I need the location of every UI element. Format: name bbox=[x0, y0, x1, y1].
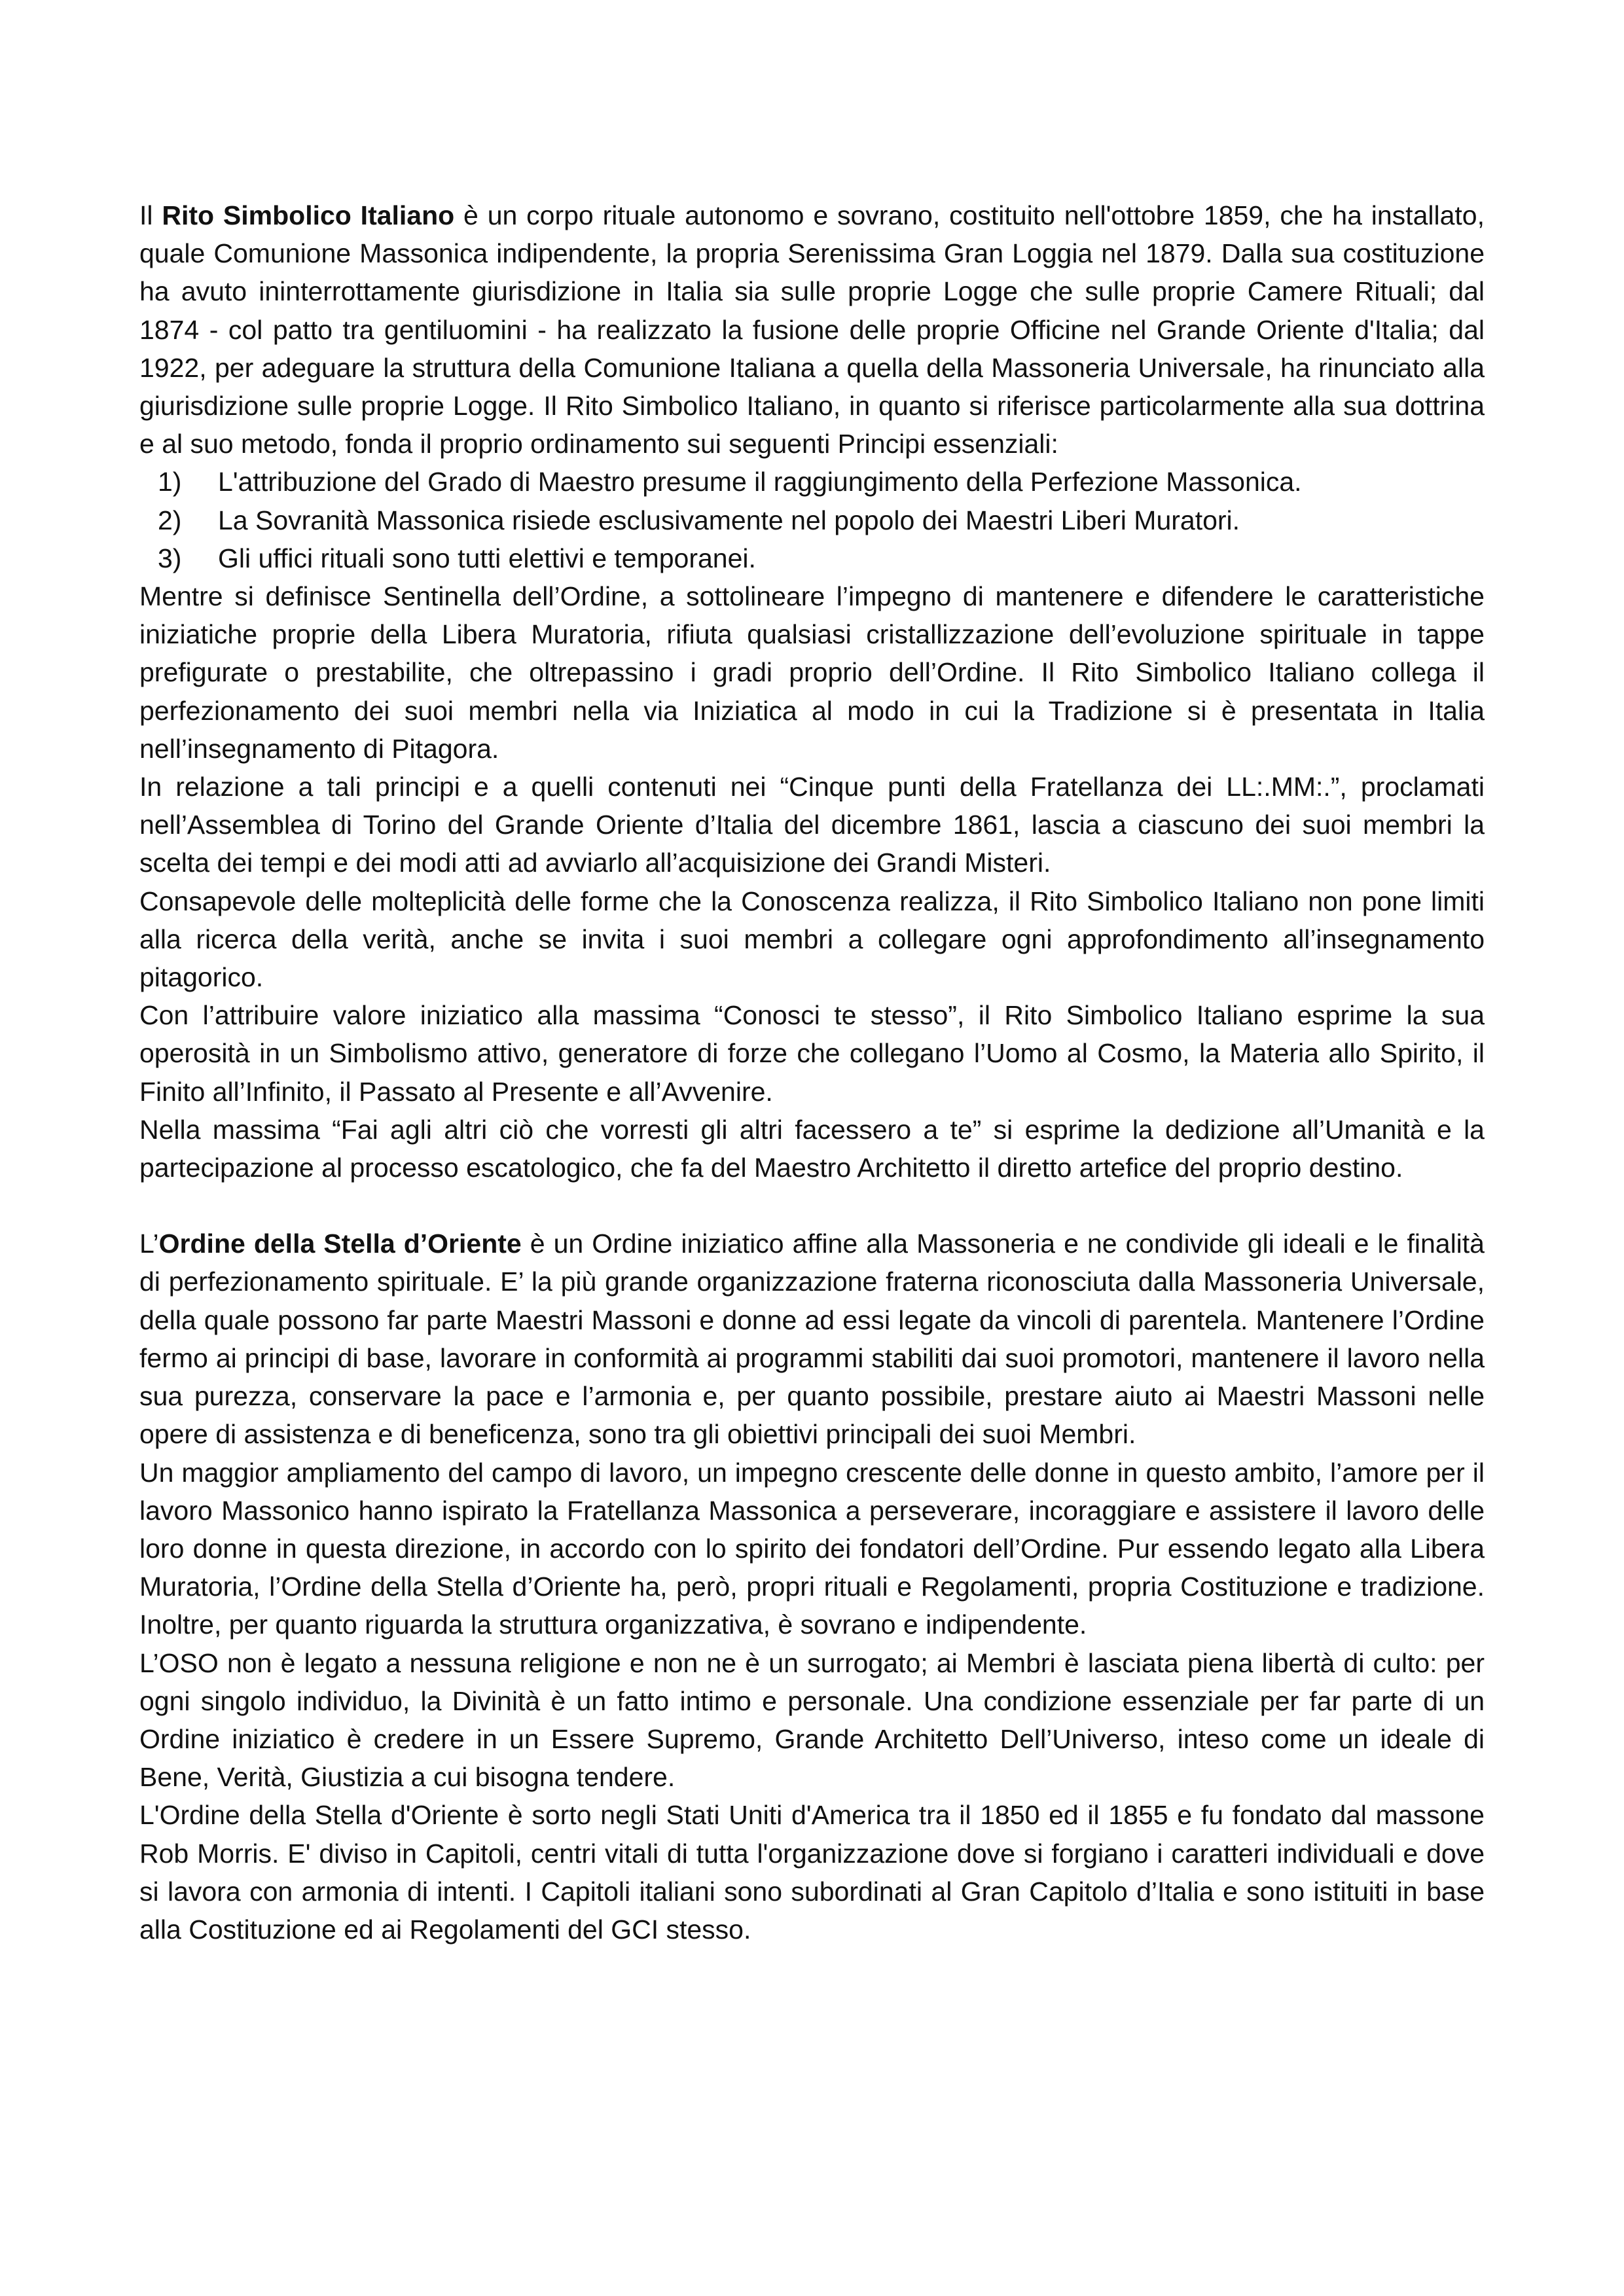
principle-item bbox=[139, 463, 1485, 501]
oso-paragraph-religione: L’OSO non è legato a nessuna religione e non ne è un surrogato; ai Membri è lasciata piena libertà di culto: per ogni singolo individuo, la Divinità è un fatto intimo e personale. Una condizione essenziale per far parte di un Ordine iniziatico è credere in un Essere Supremo, Grande Architetto Dell’Universo, inteso come un ideale di Bene, Verità, Giustizia a cui bisogna tendere. bbox=[139, 1647, 1485, 1793]
rito-intro-paragraph bbox=[139, 196, 1485, 463]
oso-intro-paragraph bbox=[139, 1225, 1485, 1453]
principle-text: La Sovranità Massonica risiede esclusivamente nel popolo dei Maestri Liberi Muratori. bbox=[218, 505, 1240, 535]
oso-paragraph-ampliamento: Un maggior ampliamento del campo di lavoro, un impegno crescente delle donne in questo ambito, l’amore per il lavoro Massonico hanno ispirato la Fratellanza Massonica a perseverare, incoraggiare e assistere il lavoro delle loro donne in questa direzione, in accordo con lo spirito dei fondatori dell’Ordine. Pur essendo legato alla Libera Muratoria, l’Ordine della Stella d’Oriente ha, però, propri rituali e Regolamenti, propria Costituzione e tradizione. Inoltre, per quanto riguarda la struttura organizzativa, è sovrano e indipendente. bbox=[139, 1457, 1485, 1640]
document-page bbox=[139, 196, 1485, 1948]
oso-intro-prefix: L’ bbox=[139, 1229, 159, 1259]
rito-paragraph-sentinella: Mentre si definisce Sentinella dell’Ordine, a sottolineare l’impegno di mantenere e difendere le caratteristiche iniziatiche proprie della Libera Muratoria, rifiuta qualsiasi cristallizzazione dell’evoluzione spirituale in tappe prefigurate o prestabilite, che oltrepassino i gradi proprio dell’Ordine. Il Rito Simbolico Italiano collega il perfezionamento dei suoi membri nella via Iniziatica al modo in cui la Tradizione si è presentata in Italia nell’insegnamento di Pitagora. bbox=[139, 581, 1485, 764]
principle-number: 3) bbox=[158, 543, 182, 573]
principle-item bbox=[139, 501, 1485, 539]
principle-number: 1) bbox=[158, 467, 182, 497]
rito-paragraph-conosci-te-stesso: Con l’attribuire valore iniziatico alla massima “Conosci te stesso”, il Rito Simbolico Italiano esprime la sua operosità in un Simbolismo attivo, generatore di forze che collegano l’Uomo al Cosmo, la Materia allo Spirito, il Finito all’Infinito, il Passato al Presente e all’Avvenire. bbox=[139, 1000, 1485, 1107]
principle-number: 2) bbox=[158, 505, 182, 535]
oso-paragraph-storia: L'Ordine della Stella d'Oriente è sorto negli Stati Uniti d'America tra il 1850 ed il 1855 e fu fondato dal massone Rob Morris. E' diviso in Capitoli, centri vitali di tutta l'organizzazione dove si forgiano i caratteri individuali e dove si lavora con armonia di intenti. I Capitoli italiani sono subordinati al Gran Capitolo d’Italia e sono istituiti in base alla Costituzione ed ai Regolamenti del GCI stesso. bbox=[139, 1800, 1485, 1945]
rito-paragraph-fai-agli-altri: Nella massima “Fai agli altri ciò che vorresti gli altri facessero a te” si esprime la dedizione all’Umanità e la partecipazione al processo escatologico, che fa del Maestro Architetto il diretto artefice del proprio destino. bbox=[139, 1114, 1485, 1183]
oso-intro-bold-term: Ordine della Stella d’Oriente bbox=[158, 1229, 522, 1259]
oso-intro-text: è un Ordine iniziatico affine alla Massoneria e ne condivide gli ideali e le finalità di perfezionamento spirituale. E’ la più grande organizzazione fraterna riconosciuta dalla Massoneria Universale, della quale possono far parte Maestri Massoni e donne ad essi legate da vincoli di parentela. Mantenere l’Ordine fermo ai principi di base, lavorare in conformità ai programmi stabiliti dai suoi promotori, mantenere il lavoro nella sua purezza, conservare la pace e l’armonia e, per quanto possibile, prestare aiuto ai Maestri Massoni nelle opere di assistenza e di beneficenza, sono tra gli obiettivi principali dei suoi Membri. bbox=[139, 1229, 1485, 1450]
rito-paragraph-cinque-punti: In relazione a tali principi e a quelli contenuti nei “Cinque punti della Fratellanza dei LL:.MM:.”, proclamati nell’Assemblea di Torino del Grande Oriente d’Italia del dicembre 1861, lascia a ciascuno dei suoi membri la scelta dei tempi e dei modi atti ad avviarlo all’acquisizione dei Grandi Misteri. bbox=[139, 772, 1485, 878]
principles-list bbox=[139, 463, 1485, 577]
rito-paragraph-conoscenza: Consapevole delle molteplicità delle forme che la Conoscenza realizza, il Rito Simbolico Italiano non pone limiti alla ricerca della verità, anche se invita i suoi membri a collegare ogni approfondimento all’insegnamento pitagorico. bbox=[139, 886, 1485, 993]
rito-intro-prefix: Il bbox=[139, 200, 162, 230]
section-spacer bbox=[139, 1187, 1485, 1225]
section-rito-simbolico bbox=[139, 196, 1485, 1187]
principle-item bbox=[139, 539, 1485, 577]
principle-text: L'attribuzione del Grado di Maestro presume il raggiungimento della Perfezione Massonica. bbox=[218, 467, 1302, 497]
rito-intro-text: è un corpo rituale autonomo e sovrano, costituito nell'ottobre 1859, che ha installato, quale Comunione Massonica indipendente, la propria Serenissima Gran Loggia nel 1879. Dalla sua costituzione ha avuto ininterrottamente giurisdizione in Italia sia sulle proprie Logge che sulle proprie Camere Rituali; dal 1874 - col patto tra gentiluomini - ha realizzato la fusione delle proprie Officine nel Grande Oriente d'Italia; dal 1922, per adeguare la struttura della Comunione Italiana a quella della Massoneria Universale, ha rinunciato alla giurisdizione sulle proprie Logge. Il Rito Simbolico Italiano, in quanto si riferisce particolarmente alla sua dottrina e al suo metodo, fonda il proprio ordinamento sui seguenti Principi essenziali: bbox=[139, 200, 1485, 459]
principle-text: Gli uffici rituali sono tutti elettivi e temporanei. bbox=[218, 543, 756, 573]
section-stella-oriente bbox=[139, 1225, 1485, 1948]
rito-intro-bold-term: Rito Simbolico Italiano bbox=[162, 200, 455, 230]
